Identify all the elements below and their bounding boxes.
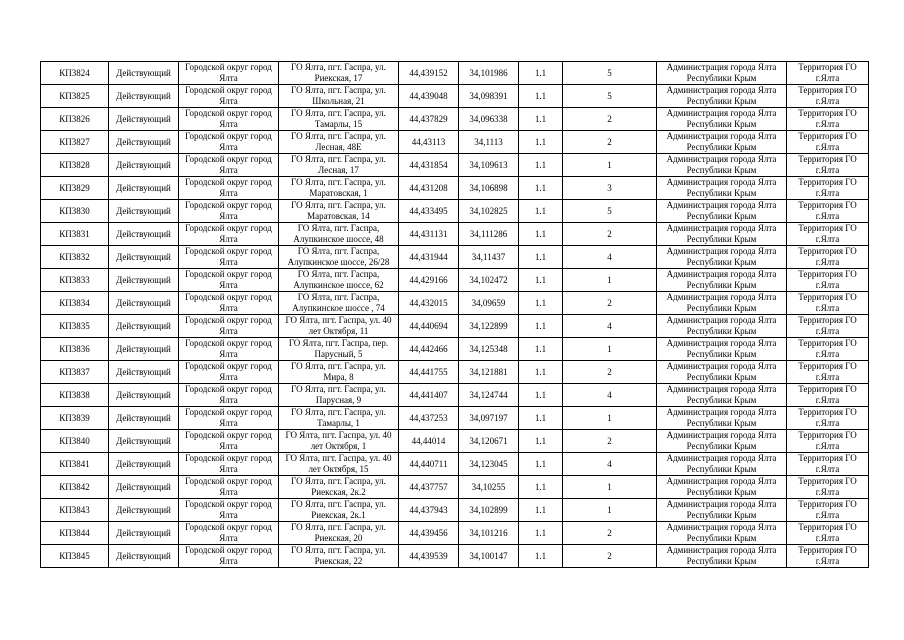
status-cell: Действующий — [109, 361, 179, 384]
latitude-cell: 44,439456 — [399, 522, 459, 545]
container-count-cell: 2 — [563, 545, 657, 568]
administration-cell: Администрация города Ялта Республики Крым — [657, 545, 787, 568]
container-count-cell: 5 — [563, 200, 657, 223]
table-row — [41, 499, 869, 522]
container-count-cell: 1 — [563, 476, 657, 499]
table-row — [41, 62, 869, 85]
address-cell: ГО Ялта, пгт. Гаспра, Алупкинское шоссе , 74 — [279, 292, 399, 315]
longitude-cell: 34,101216 — [459, 522, 519, 545]
type-cell: 1.1 — [519, 108, 563, 131]
district-cell: Городской округ город Ялта — [179, 545, 279, 568]
container-count-cell: 2 — [563, 430, 657, 453]
site-id-cell: КП3835 — [41, 315, 109, 338]
administration-cell: Администрация города Ялта Республики Крым — [657, 292, 787, 315]
district-cell: Городской округ город Ялта — [179, 85, 279, 108]
type-cell: 1.1 — [519, 62, 563, 85]
latitude-cell: 44,439048 — [399, 85, 459, 108]
address-cell: ГО Ялта, пгт. Гаспра, ул. Лесная, 48Е — [279, 131, 399, 154]
table-row — [41, 269, 869, 292]
latitude-cell: 44,437253 — [399, 407, 459, 430]
district-cell: Городской округ город Ялта — [179, 200, 279, 223]
district-cell: Городской округ город Ялта — [179, 499, 279, 522]
status-cell: Действующий — [109, 476, 179, 499]
table-row — [41, 361, 869, 384]
site-id-cell: КП3829 — [41, 177, 109, 200]
container-count-cell: 2 — [563, 361, 657, 384]
table-row — [41, 246, 869, 269]
type-cell: 1.1 — [519, 499, 563, 522]
district-cell: Городской округ город Ялта — [179, 154, 279, 177]
container-count-cell: 1 — [563, 154, 657, 177]
site-id-cell: КП3825 — [41, 85, 109, 108]
territory-cell: Территория ГО г.Ялта — [787, 85, 869, 108]
site-id-cell: КП3844 — [41, 522, 109, 545]
longitude-cell: 34,123045 — [459, 453, 519, 476]
territory-cell: Территория ГО г.Ялта — [787, 315, 869, 338]
territory-cell: Территория ГО г.Ялта — [787, 269, 869, 292]
site-id-cell: КП3832 — [41, 246, 109, 269]
district-cell: Городской округ город Ялта — [179, 315, 279, 338]
site-id-cell: КП3834 — [41, 292, 109, 315]
type-cell: 1.1 — [519, 223, 563, 246]
site-id-cell: КП3839 — [41, 407, 109, 430]
address-cell: ГО Ялта, пгт. Гаспра, ул. Риекская, 17 — [279, 62, 399, 85]
type-cell: 1.1 — [519, 361, 563, 384]
site-id-cell: КП3831 — [41, 223, 109, 246]
address-cell: ГО Ялта, пгт. Гаспра, ул. Риекская, 2к.1 — [279, 499, 399, 522]
latitude-cell: 44,44014 — [399, 430, 459, 453]
table-row — [41, 177, 869, 200]
territory-cell: Территория ГО г.Ялта — [787, 522, 869, 545]
site-id-cell: КП3837 — [41, 361, 109, 384]
territory-cell: Территория ГО г.Ялта — [787, 453, 869, 476]
status-cell: Действующий — [109, 407, 179, 430]
table-row — [41, 292, 869, 315]
container-count-cell: 3 — [563, 177, 657, 200]
status-cell: Действующий — [109, 499, 179, 522]
latitude-cell: 44,440694 — [399, 315, 459, 338]
status-cell: Действующий — [109, 177, 179, 200]
type-cell: 1.1 — [519, 430, 563, 453]
latitude-cell: 44,437943 — [399, 499, 459, 522]
status-cell: Действующий — [109, 292, 179, 315]
container-site-table — [40, 61, 869, 568]
district-cell: Городской округ город Ялта — [179, 453, 279, 476]
district-cell: Городской округ город Ялта — [179, 269, 279, 292]
site-id-cell: КП3827 — [41, 131, 109, 154]
district-cell: Городской округ город Ялта — [179, 246, 279, 269]
table-row — [41, 315, 869, 338]
address-cell: ГО Ялта, пгт. Гаспра, ул. Риекская, 2к.2 — [279, 476, 399, 499]
longitude-cell: 34,124744 — [459, 384, 519, 407]
territory-cell: Территория ГО г.Ялта — [787, 384, 869, 407]
address-cell: ГО Ялта, пгт. Гаспра, ул. Школьная, 21 — [279, 85, 399, 108]
type-cell: 1.1 — [519, 476, 563, 499]
longitude-cell: 34,11437 — [459, 246, 519, 269]
latitude-cell: 44,442466 — [399, 338, 459, 361]
container-count-cell: 2 — [563, 292, 657, 315]
longitude-cell: 34,125348 — [459, 338, 519, 361]
type-cell: 1.1 — [519, 292, 563, 315]
administration-cell: Администрация города Ялта Республики Крым — [657, 338, 787, 361]
address-cell: ГО Ялта, пгт. Гаспра, ул. Риекская, 22 — [279, 545, 399, 568]
status-cell: Действующий — [109, 522, 179, 545]
type-cell: 1.1 — [519, 522, 563, 545]
status-cell: Действующий — [109, 453, 179, 476]
administration-cell: Администрация города Ялта Республики Крым — [657, 269, 787, 292]
type-cell: 1.1 — [519, 154, 563, 177]
address-cell: ГО Ялта, пгт. Гаспра, ул. Тамарлы, 15 — [279, 108, 399, 131]
address-cell: ГО Ялта, пгт. Гаспра, пер. Парусный, 5 — [279, 338, 399, 361]
territory-cell: Территория ГО г.Ялта — [787, 62, 869, 85]
district-cell: Городской округ город Ялта — [179, 361, 279, 384]
administration-cell: Администрация города Ялта Республики Крым — [657, 384, 787, 407]
territory-cell: Территория ГО г.Ялта — [787, 545, 869, 568]
container-count-cell: 2 — [563, 522, 657, 545]
address-cell: ГО Ялта, пгт. Гаспра, Алупкинское шоссе, 48 — [279, 223, 399, 246]
territory-cell: Территория ГО г.Ялта — [787, 177, 869, 200]
latitude-cell: 44,439152 — [399, 62, 459, 85]
administration-cell: Администрация города Ялта Республики Крым — [657, 223, 787, 246]
latitude-cell: 44,431854 — [399, 154, 459, 177]
district-cell: Городской округ город Ялта — [179, 108, 279, 131]
status-cell: Действующий — [109, 315, 179, 338]
container-count-cell: 1 — [563, 407, 657, 430]
latitude-cell: 44,437757 — [399, 476, 459, 499]
site-id-cell: КП3843 — [41, 499, 109, 522]
table-row — [41, 85, 869, 108]
container-count-cell: 1 — [563, 499, 657, 522]
type-cell: 1.1 — [519, 338, 563, 361]
longitude-cell: 34,102472 — [459, 269, 519, 292]
territory-cell: Территория ГО г.Ялта — [787, 338, 869, 361]
table-row — [41, 430, 869, 453]
longitude-cell: 34,09659 — [459, 292, 519, 315]
type-cell: 1.1 — [519, 269, 563, 292]
district-cell: Городской округ город Ялта — [179, 476, 279, 499]
latitude-cell: 44,431944 — [399, 246, 459, 269]
table-body — [41, 62, 869, 568]
latitude-cell: 44,432015 — [399, 292, 459, 315]
status-cell: Действующий — [109, 430, 179, 453]
district-cell: Городской округ город Ялта — [179, 522, 279, 545]
address-cell: ГО Ялта, пгт. Гаспра, Алупкинское шоссе, 62 — [279, 269, 399, 292]
administration-cell: Администрация города Ялта Республики Крым — [657, 85, 787, 108]
administration-cell: Администрация города Ялта Республики Крым — [657, 430, 787, 453]
table-row — [41, 108, 869, 131]
container-count-cell: 4 — [563, 453, 657, 476]
territory-cell: Территория ГО г.Ялта — [787, 476, 869, 499]
site-id-cell: КП3838 — [41, 384, 109, 407]
longitude-cell: 34,096338 — [459, 108, 519, 131]
status-cell: Действующий — [109, 246, 179, 269]
territory-cell: Территория ГО г.Ялта — [787, 499, 869, 522]
container-count-cell: 2 — [563, 108, 657, 131]
administration-cell: Администрация города Ялта Республики Крым — [657, 62, 787, 85]
status-cell: Действующий — [109, 62, 179, 85]
latitude-cell: 44,429166 — [399, 269, 459, 292]
container-count-cell: 5 — [563, 62, 657, 85]
administration-cell: Администрация города Ялта Республики Крым — [657, 361, 787, 384]
territory-cell: Территория ГО г.Ялта — [787, 200, 869, 223]
district-cell: Городской округ город Ялта — [179, 223, 279, 246]
type-cell: 1.1 — [519, 246, 563, 269]
longitude-cell: 34,109613 — [459, 154, 519, 177]
address-cell: ГО Ялта, пгт. Гаспра, ул. Парусная, 9 — [279, 384, 399, 407]
longitude-cell: 34,102825 — [459, 200, 519, 223]
container-count-cell: 1 — [563, 269, 657, 292]
longitude-cell: 34,097197 — [459, 407, 519, 430]
status-cell: Действующий — [109, 131, 179, 154]
address-cell: ГО Ялта, пгт. Гаспра, ул. 40 лет Октября, 1 — [279, 430, 399, 453]
latitude-cell: 44,431208 — [399, 177, 459, 200]
administration-cell: Администрация города Ялта Республики Крым — [657, 476, 787, 499]
longitude-cell: 34,098391 — [459, 85, 519, 108]
latitude-cell: 44,437829 — [399, 108, 459, 131]
territory-cell: Территория ГО г.Ялта — [787, 131, 869, 154]
status-cell: Действующий — [109, 338, 179, 361]
status-cell: Действующий — [109, 269, 179, 292]
administration-cell: Администрация города Ялта Республики Крым — [657, 154, 787, 177]
site-id-cell: КП3830 — [41, 200, 109, 223]
address-cell: ГО Ялта, пгт. Гаспра, ул. Лесная, 17 — [279, 154, 399, 177]
type-cell: 1.1 — [519, 315, 563, 338]
territory-cell: Территория ГО г.Ялта — [787, 361, 869, 384]
territory-cell: Территория ГО г.Ялта — [787, 108, 869, 131]
address-cell: ГО Ялта, пгт. Гаспра, ул. Тамарлы, 1 — [279, 407, 399, 430]
administration-cell: Администрация города Ялта Республики Крым — [657, 453, 787, 476]
territory-cell: Территория ГО г.Ялта — [787, 246, 869, 269]
table-row — [41, 476, 869, 499]
site-id-cell: КП3840 — [41, 430, 109, 453]
address-cell: ГО Ялта, пгт. Гаспра, ул. 40 лет Октября, 15 — [279, 453, 399, 476]
site-id-cell: КП3842 — [41, 476, 109, 499]
address-cell: ГО Ялта, пгт. Гаспра, ул. Риекская, 20 — [279, 522, 399, 545]
longitude-cell: 34,111286 — [459, 223, 519, 246]
type-cell: 1.1 — [519, 384, 563, 407]
table-row — [41, 453, 869, 476]
address-cell: ГО Ялта, пгт. Гаспра, ул. Мира, 8 — [279, 361, 399, 384]
latitude-cell: 44,441755 — [399, 361, 459, 384]
site-id-cell: КП3828 — [41, 154, 109, 177]
longitude-cell: 34,106898 — [459, 177, 519, 200]
container-count-cell: 4 — [563, 246, 657, 269]
longitude-cell: 34,100147 — [459, 545, 519, 568]
site-id-cell: КП3841 — [41, 453, 109, 476]
administration-cell: Администрация города Ялта Республики Крым — [657, 499, 787, 522]
status-cell: Действующий — [109, 108, 179, 131]
site-id-cell: КП3826 — [41, 108, 109, 131]
container-count-cell: 4 — [563, 315, 657, 338]
site-id-cell: КП3836 — [41, 338, 109, 361]
latitude-cell: 44,439539 — [399, 545, 459, 568]
latitude-cell: 44,440711 — [399, 453, 459, 476]
latitude-cell: 44,43113 — [399, 131, 459, 154]
address-cell: ГО Ялта, пгт. Гаспра, Алупкинское шоссе, 26/28 — [279, 246, 399, 269]
territory-cell: Территория ГО г.Ялта — [787, 407, 869, 430]
type-cell: 1.1 — [519, 453, 563, 476]
longitude-cell: 34,122899 — [459, 315, 519, 338]
district-cell: Городской округ город Ялта — [179, 131, 279, 154]
administration-cell: Администрация города Ялта Республики Крым — [657, 108, 787, 131]
container-count-cell: 1 — [563, 338, 657, 361]
status-cell: Действующий — [109, 223, 179, 246]
container-count-cell: 2 — [563, 131, 657, 154]
longitude-cell: 34,120671 — [459, 430, 519, 453]
district-cell: Городской округ город Ялта — [179, 407, 279, 430]
longitude-cell: 34,1113 — [459, 131, 519, 154]
address-cell: ГО Ялта, пгт. Гаспра, ул. 40 лет Октября, 11 — [279, 315, 399, 338]
district-cell: Городской округ город Ялта — [179, 338, 279, 361]
table-row — [41, 154, 869, 177]
table-row — [41, 384, 869, 407]
district-cell: Городской округ город Ялта — [179, 430, 279, 453]
administration-cell: Администрация города Ялта Республики Крым — [657, 522, 787, 545]
longitude-cell: 34,101986 — [459, 62, 519, 85]
administration-cell: Администрация города Ялта Республики Крым — [657, 407, 787, 430]
latitude-cell: 44,441407 — [399, 384, 459, 407]
status-cell: Действующий — [109, 85, 179, 108]
district-cell: Городской округ город Ялта — [179, 62, 279, 85]
site-id-cell: КП3824 — [41, 62, 109, 85]
table-row — [41, 131, 869, 154]
table-row — [41, 545, 869, 568]
type-cell: 1.1 — [519, 545, 563, 568]
container-count-cell: 2 — [563, 223, 657, 246]
status-cell: Действующий — [109, 200, 179, 223]
container-count-cell: 5 — [563, 85, 657, 108]
table-row — [41, 407, 869, 430]
site-id-cell: КП3833 — [41, 269, 109, 292]
administration-cell: Администрация города Ялта Республики Крым — [657, 315, 787, 338]
district-cell: Городской округ город Ялта — [179, 292, 279, 315]
territory-cell: Территория ГО г.Ялта — [787, 292, 869, 315]
territory-cell: Территория ГО г.Ялта — [787, 154, 869, 177]
container-count-cell: 4 — [563, 384, 657, 407]
site-id-cell: КП3845 — [41, 545, 109, 568]
table-row — [41, 200, 869, 223]
table-row — [41, 223, 869, 246]
address-cell: ГО Ялта, пгт. Гаспра, ул. Маратовская, 14 — [279, 200, 399, 223]
latitude-cell: 44,433495 — [399, 200, 459, 223]
district-cell: Городской округ город Ялта — [179, 177, 279, 200]
longitude-cell: 34,121881 — [459, 361, 519, 384]
administration-cell: Администрация города Ялта Республики Крым — [657, 177, 787, 200]
administration-cell: Администрация города Ялта Республики Крым — [657, 246, 787, 269]
type-cell: 1.1 — [519, 85, 563, 108]
status-cell: Действующий — [109, 154, 179, 177]
longitude-cell: 34,102899 — [459, 499, 519, 522]
status-cell: Действующий — [109, 545, 179, 568]
table-row — [41, 522, 869, 545]
administration-cell: Администрация города Ялта Республики Крым — [657, 131, 787, 154]
type-cell: 1.1 — [519, 407, 563, 430]
longitude-cell: 34,10255 — [459, 476, 519, 499]
territory-cell: Территория ГО г.Ялта — [787, 430, 869, 453]
type-cell: 1.1 — [519, 200, 563, 223]
latitude-cell: 44,431131 — [399, 223, 459, 246]
administration-cell: Администрация города Ялта Республики Крым — [657, 200, 787, 223]
type-cell: 1.1 — [519, 177, 563, 200]
type-cell: 1.1 — [519, 131, 563, 154]
territory-cell: Территория ГО г.Ялта — [787, 223, 869, 246]
address-cell: ГО Ялта, пгт. Гаспра, ул. Маратовская, 1 — [279, 177, 399, 200]
status-cell: Действующий — [109, 384, 179, 407]
district-cell: Городской округ город Ялта — [179, 384, 279, 407]
table-row — [41, 338, 869, 361]
